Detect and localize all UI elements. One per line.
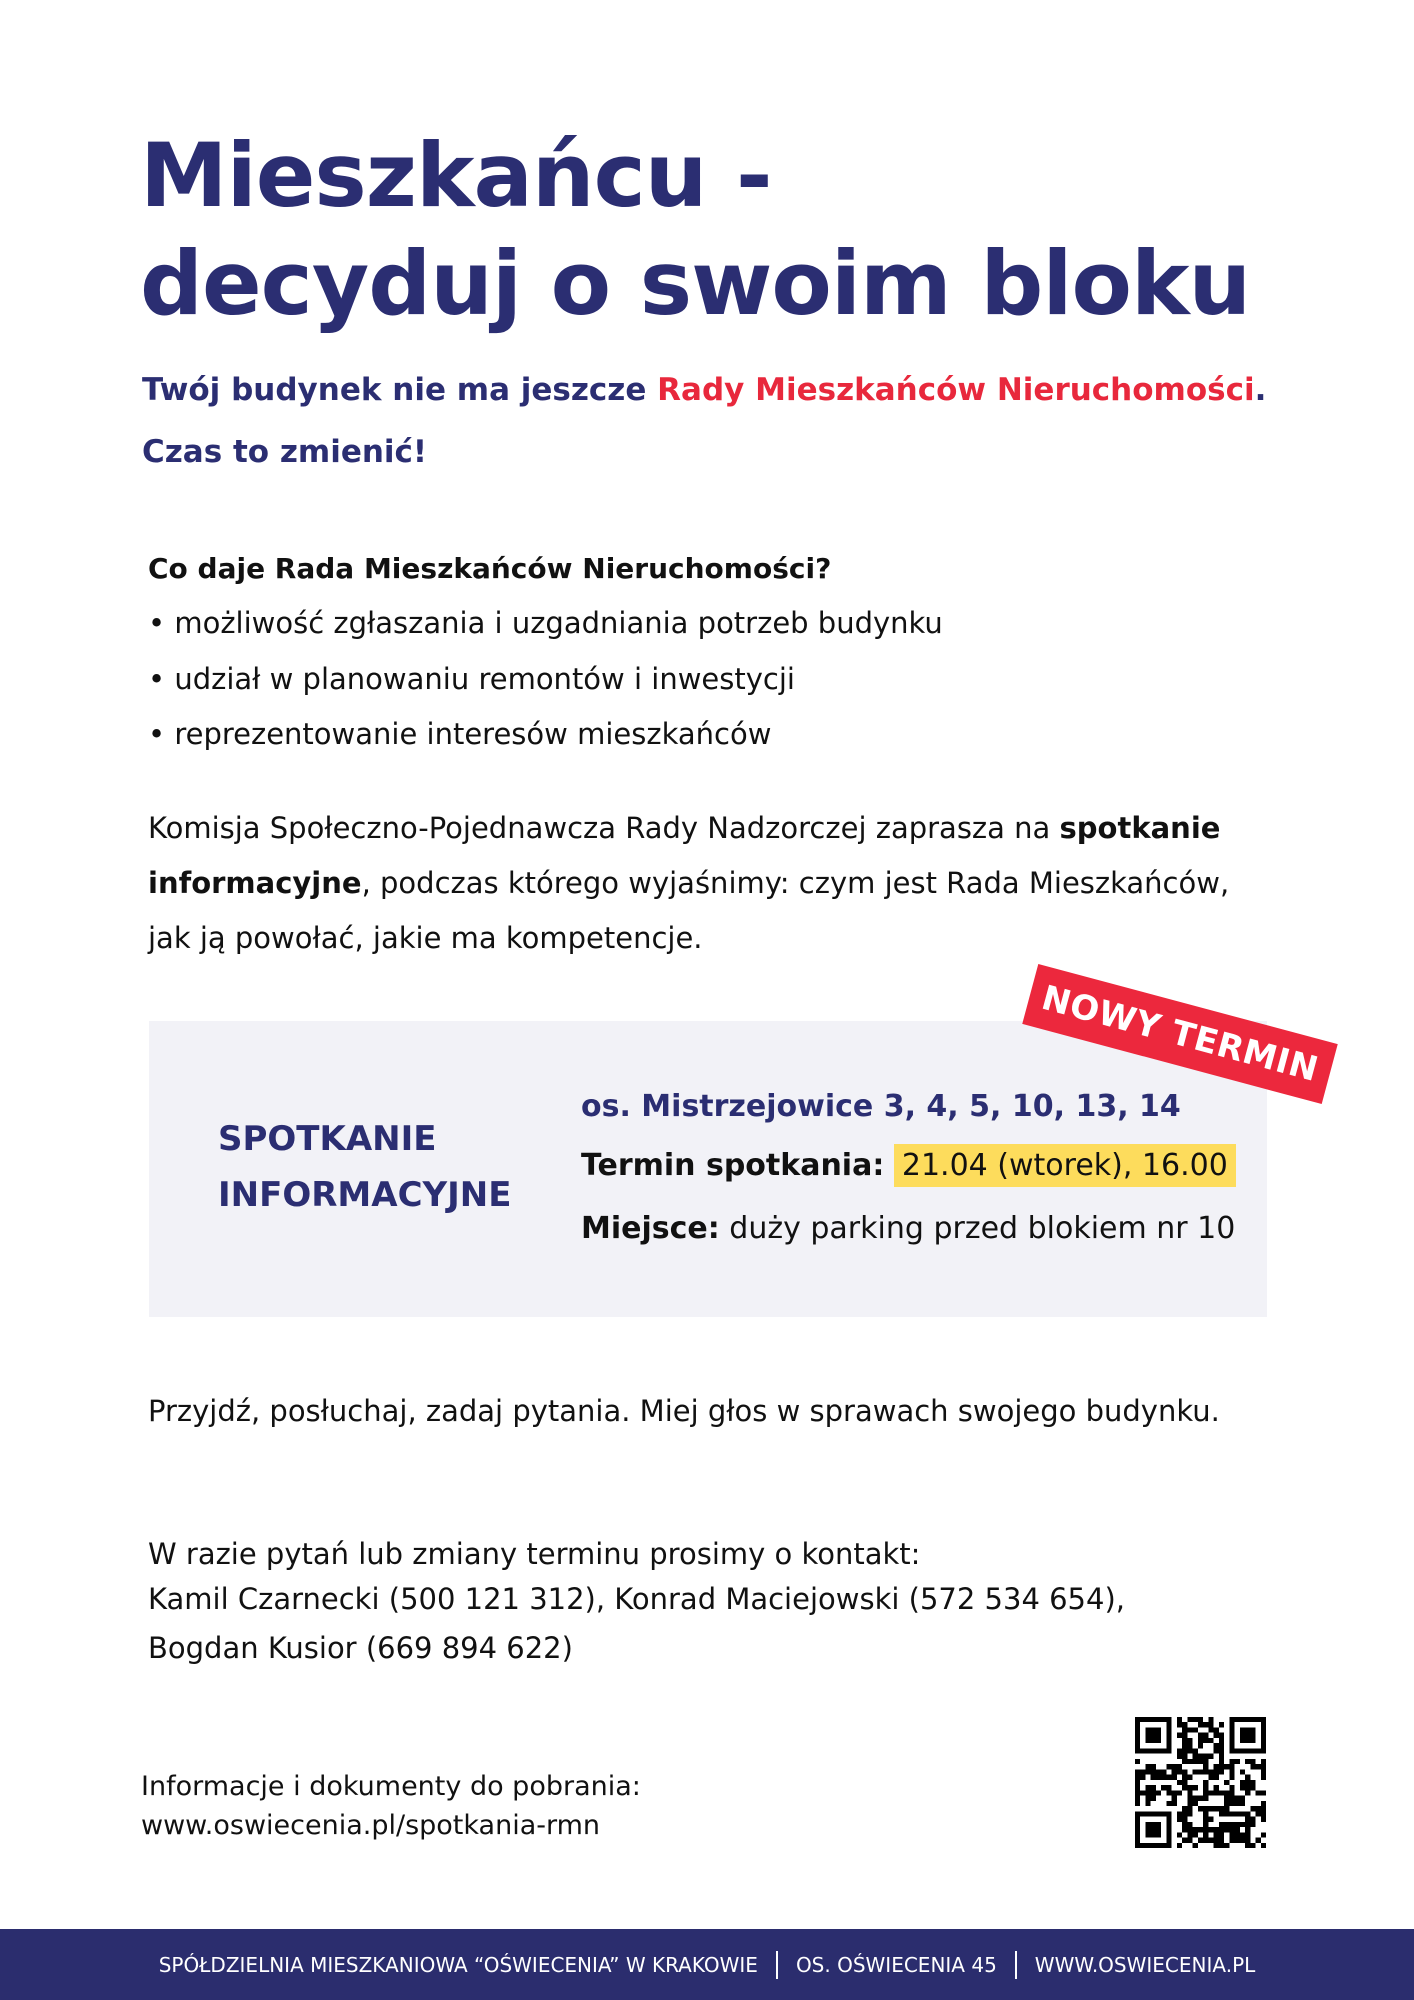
- intro-line-2: [148, 866, 1229, 900]
- meeting-estate: os. Mistrzejowice 3, 4, 5, 10, 13, 14: [581, 1089, 1181, 1124]
- intro-text: , podczas którego wyjaśnimy: czym jest Rada Mieszkańców,: [361, 866, 1230, 900]
- footer-website[interactable]: WWW.OSWIECENIA.PL: [1034, 1952, 1256, 1977]
- intro-bold: informacyjne: [148, 866, 362, 900]
- meeting-label-1: SPOTKANIE: [218, 1119, 437, 1159]
- footer-org: SPÓŁDZIELNIA MIESZKANIOWA “OŚWIECENIA” W KRAKOWIE: [158, 1952, 758, 1977]
- qr-code[interactable]: [1135, 1717, 1266, 1848]
- date-value: 21.04 (wtorek), 16.00: [894, 1144, 1236, 1187]
- footer-divider: [1015, 1951, 1017, 1979]
- benefits-heading: Co daje Rada Mieszkańców Nieruchomości?: [148, 552, 832, 585]
- benefit-item: • możliwość zgłaszania i uzgadniania potrzeb budynku: [148, 606, 943, 640]
- new-date-badge: NOWY TERMIN: [1022, 964, 1337, 1104]
- date-label: Termin spotkania:: [581, 1148, 885, 1183]
- intro-line-1: [148, 811, 1220, 845]
- meeting-date: [581, 1148, 1236, 1183]
- meeting-label-2: INFORMACYJNE: [218, 1175, 512, 1215]
- benefit-item: • reprezentowanie interesów mieszkańców: [148, 717, 772, 751]
- subtitle-line-2: Czas to zmienić!: [142, 434, 428, 470]
- place-value: duży parking przed blokiem nr 10: [719, 1211, 1236, 1246]
- contact-line-3: Bogdan Kusior (669 894 622): [148, 1631, 573, 1665]
- info-link[interactable]: www.oswiecenia.pl/spotkania-rmn: [141, 1810, 601, 1841]
- call-to-action: Przyjdź, posłuchaj, zadaj pytania. Miej głos w sprawach swojego budynku.: [148, 1394, 1220, 1428]
- info-line-1: Informacje i dokumenty do pobrania:: [141, 1771, 641, 1802]
- contact-line-2: Kamil Czarnecki (500 121 312), Konrad Maciejowski (572 534 654),: [148, 1582, 1125, 1616]
- subtitle: [142, 372, 1266, 408]
- footer: [0, 1929, 1414, 2000]
- benefit-item: • udział w planowaniu remontów i inwestycji: [148, 662, 795, 696]
- contact-line-1: W razie pytań lub zmiany terminu prosimy o kontakt:: [148, 1537, 921, 1571]
- subtitle-text: Twój budynek nie ma jeszcze: [142, 372, 658, 408]
- subtitle-highlight: Rady Mieszkańców Nieruchomości: [657, 372, 1255, 408]
- meeting-place: [581, 1211, 1235, 1246]
- subtitle-dot: .: [1254, 372, 1267, 408]
- footer-address: OS. OŚWIECENIA 45: [795, 1952, 997, 1977]
- intro-bold: spotkanie: [1059, 811, 1221, 845]
- intro-line-3: jak ją powołać, jakie ma kompetencje.: [148, 921, 703, 955]
- title-line-2: decyduj o swoim bloku: [140, 232, 1251, 335]
- intro-text: Komisja Społeczno-Pojednawcza Rady Nadzorczej zaprasza na: [148, 811, 1060, 845]
- footer-divider: [776, 1951, 778, 1979]
- place-label: Miejsce:: [581, 1211, 720, 1246]
- title-line-1: Mieszkańcu -: [140, 124, 772, 227]
